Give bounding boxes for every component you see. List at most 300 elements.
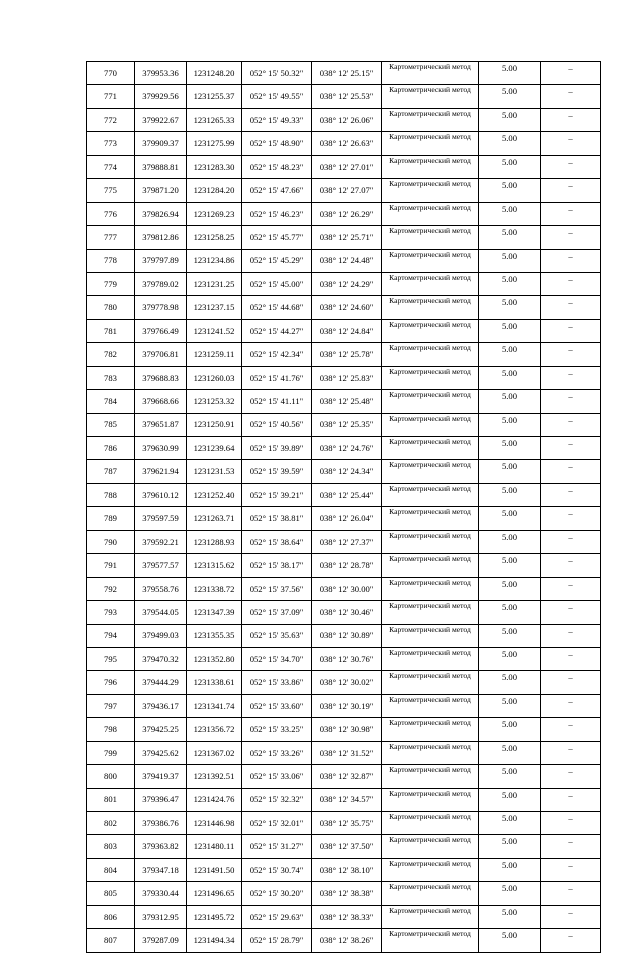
- accuracy-cell: 5.00: [479, 624, 541, 647]
- y-coordinate-cell: 1231480.11: [187, 835, 242, 858]
- latitude-cell: 052° 15' 33.25": [242, 718, 312, 741]
- accuracy-cell: 5.00: [479, 554, 541, 577]
- x-coordinate-cell: 379706.81: [135, 343, 187, 366]
- point-number-cell: 788: [87, 483, 135, 506]
- method-cell: Картометрический метод: [382, 155, 479, 178]
- note-cell: –: [541, 132, 601, 155]
- method-cell: Картометрический метод: [382, 554, 479, 577]
- y-coordinate-cell: 1231341.74: [187, 694, 242, 717]
- method-cell: Картометрический метод: [382, 530, 479, 553]
- latitude-cell: 052° 15' 38.81": [242, 507, 312, 530]
- y-coordinate-cell: 1231263.71: [187, 507, 242, 530]
- point-number-cell: 794: [87, 624, 135, 647]
- accuracy-cell: 5.00: [479, 296, 541, 319]
- note-cell: –: [541, 179, 601, 202]
- x-coordinate-cell: 379871.20: [135, 179, 187, 202]
- point-number-cell: 795: [87, 647, 135, 670]
- note-cell: –: [541, 858, 601, 881]
- accuracy-cell: 5.00: [479, 882, 541, 905]
- point-number-cell: 782: [87, 343, 135, 366]
- longitude-cell: 038° 12' 24.48": [312, 249, 382, 272]
- x-coordinate-cell: 379419.37: [135, 765, 187, 788]
- coordinates-table: [86, 61, 601, 953]
- latitude-cell: 052° 15' 33.60": [242, 694, 312, 717]
- accuracy-cell: 5.00: [479, 343, 541, 366]
- y-coordinate-cell: 1231446.98: [187, 812, 242, 835]
- y-coordinate-cell: 1231315.62: [187, 554, 242, 577]
- table-row: [87, 460, 601, 483]
- method-cell: Картометрический метод: [382, 108, 479, 131]
- accuracy-cell: 5.00: [479, 858, 541, 881]
- longitude-cell: 038° 12' 25.83": [312, 366, 382, 389]
- point-number-cell: 785: [87, 413, 135, 436]
- latitude-cell: 052° 15' 46.23": [242, 202, 312, 225]
- latitude-cell: 052° 15' 34.70": [242, 647, 312, 670]
- longitude-cell: 038° 12' 24.60": [312, 296, 382, 319]
- longitude-cell: 038° 12' 30.00": [312, 577, 382, 600]
- accuracy-cell: 5.00: [479, 108, 541, 131]
- table-row: [87, 694, 601, 717]
- note-cell: –: [541, 390, 601, 413]
- x-coordinate-cell: 379425.62: [135, 741, 187, 764]
- method-cell: Картометрический метод: [382, 741, 479, 764]
- point-number-cell: 799: [87, 741, 135, 764]
- accuracy-cell: 5.00: [479, 460, 541, 483]
- x-coordinate-cell: 379922.67: [135, 108, 187, 131]
- note-cell: –: [541, 272, 601, 295]
- note-cell: –: [541, 882, 601, 905]
- table-row: [87, 390, 601, 413]
- x-coordinate-cell: 379888.81: [135, 155, 187, 178]
- accuracy-cell: 5.00: [479, 929, 541, 952]
- latitude-cell: 052° 15' 45.77": [242, 226, 312, 249]
- x-coordinate-cell: 379544.05: [135, 601, 187, 624]
- table-row: [87, 929, 601, 952]
- note-cell: –: [541, 624, 601, 647]
- x-coordinate-cell: 379396.47: [135, 788, 187, 811]
- note-cell: –: [541, 62, 601, 85]
- accuracy-cell: 5.00: [479, 272, 541, 295]
- x-coordinate-cell: 379668.66: [135, 390, 187, 413]
- method-cell: Картометрический метод: [382, 812, 479, 835]
- method-cell: Картометрический метод: [382, 366, 479, 389]
- point-number-cell: 790: [87, 530, 135, 553]
- point-number-cell: 800: [87, 765, 135, 788]
- note-cell: –: [541, 530, 601, 553]
- latitude-cell: 052° 15' 38.17": [242, 554, 312, 577]
- method-cell: Картометрический метод: [382, 460, 479, 483]
- table-row: [87, 858, 601, 881]
- note-cell: –: [541, 85, 601, 108]
- method-cell: Картометрический метод: [382, 905, 479, 928]
- table-row: [87, 413, 601, 436]
- y-coordinate-cell: 1231356.72: [187, 718, 242, 741]
- table-row: [87, 62, 601, 85]
- latitude-cell: 052° 15' 44.27": [242, 319, 312, 342]
- y-coordinate-cell: 1231265.33: [187, 108, 242, 131]
- accuracy-cell: 5.00: [479, 694, 541, 717]
- method-cell: Картометрический метод: [382, 249, 479, 272]
- note-cell: –: [541, 741, 601, 764]
- note-cell: –: [541, 155, 601, 178]
- y-coordinate-cell: 1231283.30: [187, 155, 242, 178]
- table-row: [87, 132, 601, 155]
- note-cell: –: [541, 601, 601, 624]
- note-cell: –: [541, 671, 601, 694]
- x-coordinate-cell: 379470.32: [135, 647, 187, 670]
- longitude-cell: 038° 12' 25.71": [312, 226, 382, 249]
- x-coordinate-cell: 379363.82: [135, 835, 187, 858]
- x-coordinate-cell: 379592.21: [135, 530, 187, 553]
- table-row: [87, 249, 601, 272]
- note-cell: –: [541, 812, 601, 835]
- table-row: [87, 483, 601, 506]
- note-cell: –: [541, 319, 601, 342]
- y-coordinate-cell: 1231231.53: [187, 460, 242, 483]
- latitude-cell: 052° 15' 31.27": [242, 835, 312, 858]
- latitude-cell: 052° 15' 33.26": [242, 741, 312, 764]
- latitude-cell: 052° 15' 33.06": [242, 765, 312, 788]
- longitude-cell: 038° 12' 37.50": [312, 835, 382, 858]
- method-cell: Картометрический метод: [382, 437, 479, 460]
- accuracy-cell: 5.00: [479, 85, 541, 108]
- latitude-cell: 052° 15' 32.01": [242, 812, 312, 835]
- point-number-cell: 786: [87, 437, 135, 460]
- y-coordinate-cell: 1231252.40: [187, 483, 242, 506]
- y-coordinate-cell: 1231234.86: [187, 249, 242, 272]
- accuracy-cell: 5.00: [479, 647, 541, 670]
- x-coordinate-cell: 379651.87: [135, 413, 187, 436]
- y-coordinate-cell: 1231338.72: [187, 577, 242, 600]
- method-cell: Картометрический метод: [382, 390, 479, 413]
- table-row: [87, 437, 601, 460]
- y-coordinate-cell: 1231248.20: [187, 62, 242, 85]
- y-coordinate-cell: 1231496.65: [187, 882, 242, 905]
- x-coordinate-cell: 379436.17: [135, 694, 187, 717]
- longitude-cell: 038° 12' 27.37": [312, 530, 382, 553]
- method-cell: Картометрический метод: [382, 624, 479, 647]
- table-row: [87, 366, 601, 389]
- method-cell: Картометрический метод: [382, 929, 479, 952]
- point-number-cell: 791: [87, 554, 135, 577]
- accuracy-cell: 5.00: [479, 601, 541, 624]
- point-number-cell: 777: [87, 226, 135, 249]
- accuracy-cell: 5.00: [479, 226, 541, 249]
- latitude-cell: 052° 15' 39.59": [242, 460, 312, 483]
- point-number-cell: 771: [87, 85, 135, 108]
- latitude-cell: 052° 15' 29.63": [242, 905, 312, 928]
- latitude-cell: 052° 15' 39.89": [242, 437, 312, 460]
- x-coordinate-cell: 379558.76: [135, 577, 187, 600]
- latitude-cell: 052° 15' 47.66": [242, 179, 312, 202]
- y-coordinate-cell: 1231259.11: [187, 343, 242, 366]
- method-cell: Картометрический метод: [382, 835, 479, 858]
- accuracy-cell: 5.00: [479, 62, 541, 85]
- longitude-cell: 038° 12' 25.15": [312, 62, 382, 85]
- x-coordinate-cell: 379499.03: [135, 624, 187, 647]
- longitude-cell: 038° 12' 34.57": [312, 788, 382, 811]
- accuracy-cell: 5.00: [479, 437, 541, 460]
- x-coordinate-cell: 379766.49: [135, 319, 187, 342]
- accuracy-cell: 5.00: [479, 905, 541, 928]
- latitude-cell: 052° 15' 42.34": [242, 343, 312, 366]
- table-row: [87, 741, 601, 764]
- longitude-cell: 038° 12' 27.01": [312, 155, 382, 178]
- longitude-cell: 038° 12' 24.34": [312, 460, 382, 483]
- method-cell: Картометрический метод: [382, 765, 479, 788]
- table-row: [87, 788, 601, 811]
- y-coordinate-cell: 1231491.50: [187, 858, 242, 881]
- latitude-cell: 052° 15' 30.20": [242, 882, 312, 905]
- note-cell: –: [541, 835, 601, 858]
- table-row: [87, 671, 601, 694]
- latitude-cell: 052° 15' 28.79": [242, 929, 312, 952]
- latitude-cell: 052° 15' 48.90": [242, 132, 312, 155]
- method-cell: Картометрический метод: [382, 343, 479, 366]
- point-number-cell: 774: [87, 155, 135, 178]
- accuracy-cell: 5.00: [479, 132, 541, 155]
- table-row: [87, 601, 601, 624]
- point-number-cell: 772: [87, 108, 135, 131]
- method-cell: Картометрический метод: [382, 858, 479, 881]
- point-number-cell: 792: [87, 577, 135, 600]
- y-coordinate-cell: 1231258.25: [187, 226, 242, 249]
- latitude-cell: 052° 15' 37.56": [242, 577, 312, 600]
- y-coordinate-cell: 1231347.39: [187, 601, 242, 624]
- table-row: [87, 179, 601, 202]
- latitude-cell: 052° 15' 50.32": [242, 62, 312, 85]
- point-number-cell: 787: [87, 460, 135, 483]
- note-cell: –: [541, 366, 601, 389]
- note-cell: –: [541, 507, 601, 530]
- latitude-cell: 052° 15' 44.68": [242, 296, 312, 319]
- y-coordinate-cell: 1231338.61: [187, 671, 242, 694]
- method-cell: Картометрический метод: [382, 788, 479, 811]
- y-coordinate-cell: 1231255.37: [187, 85, 242, 108]
- accuracy-cell: 5.00: [479, 155, 541, 178]
- y-coordinate-cell: 1231237.15: [187, 296, 242, 319]
- note-cell: –: [541, 765, 601, 788]
- longitude-cell: 038° 12' 26.63": [312, 132, 382, 155]
- accuracy-cell: 5.00: [479, 390, 541, 413]
- longitude-cell: 038° 12' 30.02": [312, 671, 382, 694]
- point-number-cell: 778: [87, 249, 135, 272]
- note-cell: –: [541, 249, 601, 272]
- table-row: [87, 554, 601, 577]
- accuracy-cell: 5.00: [479, 530, 541, 553]
- table-row: [87, 812, 601, 835]
- point-number-cell: 798: [87, 718, 135, 741]
- method-cell: Картометрический метод: [382, 319, 479, 342]
- table-row: [87, 343, 601, 366]
- longitude-cell: 038° 12' 26.06": [312, 108, 382, 131]
- latitude-cell: 052° 15' 45.29": [242, 249, 312, 272]
- latitude-cell: 052° 15' 35.63": [242, 624, 312, 647]
- latitude-cell: 052° 15' 48.23": [242, 155, 312, 178]
- note-cell: –: [541, 905, 601, 928]
- x-coordinate-cell: 379347.18: [135, 858, 187, 881]
- table-row: [87, 577, 601, 600]
- note-cell: –: [541, 929, 601, 952]
- longitude-cell: 038° 12' 38.33": [312, 905, 382, 928]
- longitude-cell: 038° 12' 38.26": [312, 929, 382, 952]
- table-row: [87, 272, 601, 295]
- note-cell: –: [541, 694, 601, 717]
- x-coordinate-cell: 379688.83: [135, 366, 187, 389]
- y-coordinate-cell: 1231250.91: [187, 413, 242, 436]
- latitude-cell: 052° 15' 33.86": [242, 671, 312, 694]
- table-row: [87, 718, 601, 741]
- longitude-cell: 038° 12' 30.89": [312, 624, 382, 647]
- y-coordinate-cell: 1231269.23: [187, 202, 242, 225]
- point-number-cell: 773: [87, 132, 135, 155]
- accuracy-cell: 5.00: [479, 765, 541, 788]
- note-cell: –: [541, 413, 601, 436]
- x-coordinate-cell: 379630.99: [135, 437, 187, 460]
- x-coordinate-cell: 379797.89: [135, 249, 187, 272]
- y-coordinate-cell: 1231392.51: [187, 765, 242, 788]
- longitude-cell: 038° 12' 38.10": [312, 858, 382, 881]
- latitude-cell: 052° 15' 40.56": [242, 413, 312, 436]
- method-cell: Картометрический метод: [382, 179, 479, 202]
- table-body: [87, 62, 601, 953]
- point-number-cell: 805: [87, 882, 135, 905]
- note-cell: –: [541, 437, 601, 460]
- latitude-cell: 052° 15' 39.21": [242, 483, 312, 506]
- y-coordinate-cell: 1231424.76: [187, 788, 242, 811]
- method-cell: Картометрический метод: [382, 62, 479, 85]
- x-coordinate-cell: 379621.94: [135, 460, 187, 483]
- point-number-cell: 783: [87, 366, 135, 389]
- x-coordinate-cell: 379953.36: [135, 62, 187, 85]
- accuracy-cell: 5.00: [479, 718, 541, 741]
- method-cell: Картометрический метод: [382, 296, 479, 319]
- y-coordinate-cell: 1231260.03: [187, 366, 242, 389]
- accuracy-cell: 5.00: [479, 413, 541, 436]
- x-coordinate-cell: 379929.56: [135, 85, 187, 108]
- method-cell: Картометрический метод: [382, 647, 479, 670]
- note-cell: –: [541, 460, 601, 483]
- y-coordinate-cell: 1231275.99: [187, 132, 242, 155]
- y-coordinate-cell: 1231253.32: [187, 390, 242, 413]
- point-number-cell: 789: [87, 507, 135, 530]
- method-cell: Картометрический метод: [382, 226, 479, 249]
- accuracy-cell: 5.00: [479, 202, 541, 225]
- accuracy-cell: 5.00: [479, 507, 541, 530]
- table-row: [87, 835, 601, 858]
- y-coordinate-cell: 1231494.34: [187, 929, 242, 952]
- method-cell: Картометрический метод: [382, 577, 479, 600]
- note-cell: –: [541, 202, 601, 225]
- table-row: [87, 647, 601, 670]
- y-coordinate-cell: 1231231.25: [187, 272, 242, 295]
- longitude-cell: 038° 12' 26.04": [312, 507, 382, 530]
- accuracy-cell: 5.00: [479, 741, 541, 764]
- x-coordinate-cell: 379812.86: [135, 226, 187, 249]
- y-coordinate-cell: 1231367.02: [187, 741, 242, 764]
- point-number-cell: 780: [87, 296, 135, 319]
- y-coordinate-cell: 1231239.64: [187, 437, 242, 460]
- y-coordinate-cell: 1231495.72: [187, 905, 242, 928]
- table-row: [87, 296, 601, 319]
- note-cell: –: [541, 647, 601, 670]
- method-cell: Картометрический метод: [382, 601, 479, 624]
- accuracy-cell: 5.00: [479, 366, 541, 389]
- table-row: [87, 155, 601, 178]
- point-number-cell: 807: [87, 929, 135, 952]
- x-coordinate-cell: 379386.76: [135, 812, 187, 835]
- x-coordinate-cell: 379312.95: [135, 905, 187, 928]
- accuracy-cell: 5.00: [479, 483, 541, 506]
- table-row: [87, 882, 601, 905]
- x-coordinate-cell: 379444.29: [135, 671, 187, 694]
- table-row: [87, 85, 601, 108]
- longitude-cell: 038° 12' 25.48": [312, 390, 382, 413]
- point-number-cell: 779: [87, 272, 135, 295]
- latitude-cell: 052° 15' 37.09": [242, 601, 312, 624]
- table-row: [87, 319, 601, 342]
- method-cell: Картометрический метод: [382, 272, 479, 295]
- method-cell: Картометрический метод: [382, 694, 479, 717]
- latitude-cell: 052° 15' 32.32": [242, 788, 312, 811]
- method-cell: Картометрический метод: [382, 671, 479, 694]
- x-coordinate-cell: 379577.57: [135, 554, 187, 577]
- note-cell: –: [541, 296, 601, 319]
- point-number-cell: 775: [87, 179, 135, 202]
- x-coordinate-cell: 379330.44: [135, 882, 187, 905]
- longitude-cell: 038° 12' 30.98": [312, 718, 382, 741]
- latitude-cell: 052° 15' 38.64": [242, 530, 312, 553]
- accuracy-cell: 5.00: [479, 577, 541, 600]
- longitude-cell: 038° 12' 26.29": [312, 202, 382, 225]
- longitude-cell: 038° 12' 30.76": [312, 647, 382, 670]
- point-number-cell: 806: [87, 905, 135, 928]
- longitude-cell: 038° 12' 24.76": [312, 437, 382, 460]
- method-cell: Картометрический метод: [382, 202, 479, 225]
- point-number-cell: 802: [87, 812, 135, 835]
- accuracy-cell: 5.00: [479, 319, 541, 342]
- table-row: [87, 108, 601, 131]
- longitude-cell: 038° 12' 25.53": [312, 85, 382, 108]
- x-coordinate-cell: 379425.25: [135, 718, 187, 741]
- longitude-cell: 038° 12' 28.78": [312, 554, 382, 577]
- x-coordinate-cell: 379597.59: [135, 507, 187, 530]
- note-cell: –: [541, 577, 601, 600]
- y-coordinate-cell: 1231355.35: [187, 624, 242, 647]
- longitude-cell: 038° 12' 24.84": [312, 319, 382, 342]
- x-coordinate-cell: 379826.94: [135, 202, 187, 225]
- latitude-cell: 052° 15' 41.76": [242, 366, 312, 389]
- method-cell: Картометрический метод: [382, 483, 479, 506]
- longitude-cell: 038° 12' 24.29": [312, 272, 382, 295]
- point-number-cell: 770: [87, 62, 135, 85]
- x-coordinate-cell: 379778.98: [135, 296, 187, 319]
- note-cell: –: [541, 343, 601, 366]
- method-cell: Картометрический метод: [382, 507, 479, 530]
- note-cell: –: [541, 554, 601, 577]
- longitude-cell: 038° 12' 31.52": [312, 741, 382, 764]
- point-number-cell: 793: [87, 601, 135, 624]
- method-cell: Картометрический метод: [382, 718, 479, 741]
- method-cell: Картометрический метод: [382, 85, 479, 108]
- longitude-cell: 038° 12' 30.19": [312, 694, 382, 717]
- note-cell: –: [541, 483, 601, 506]
- longitude-cell: 038° 12' 27.07": [312, 179, 382, 202]
- point-number-cell: 803: [87, 835, 135, 858]
- longitude-cell: 038° 12' 30.46": [312, 601, 382, 624]
- point-number-cell: 801: [87, 788, 135, 811]
- x-coordinate-cell: 379610.12: [135, 483, 187, 506]
